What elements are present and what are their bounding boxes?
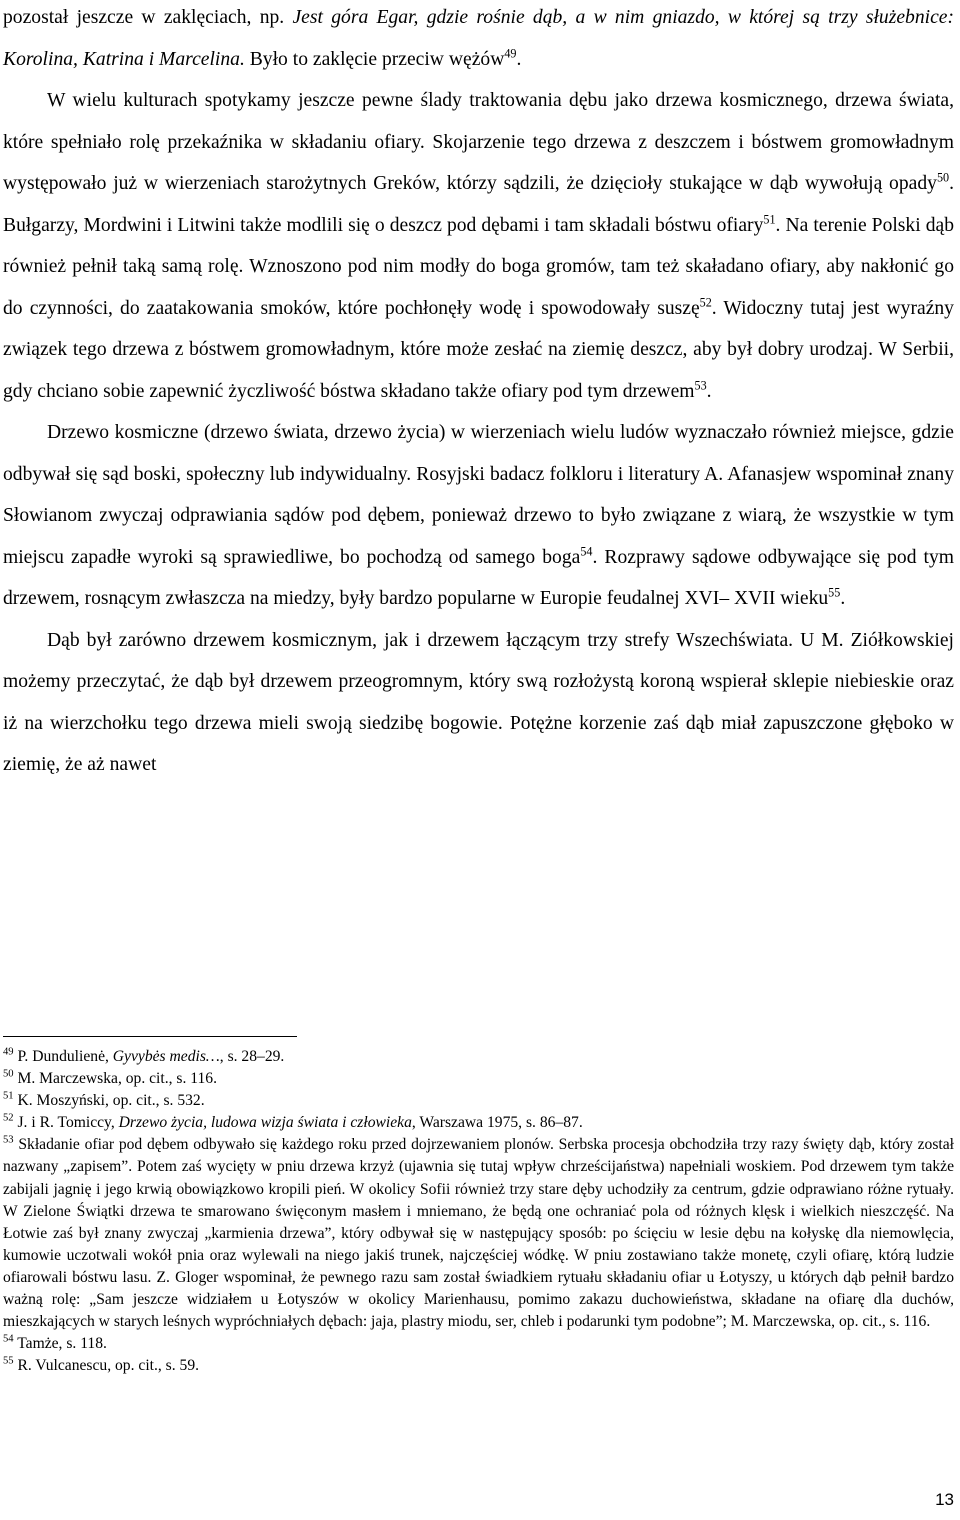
text: . Widoczny tutaj jest wyraźny związek tego drzewa z bóstwem gromowładnym, które może zesłać na ziemię deszcz, aby był dobry urodzaj. W Serbii, gdy chciano sobie zapewnić życzliwość bóstwa składano także ofiary pod tym drzewem [3, 297, 954, 402]
text: . Bułgarzy, Mordwini i Litwini także modlili się o deszcz pod dębami i tam składali bóstwu ofiary [3, 173, 954, 236]
footnote-text: M. Marczewska, op. cit., s. 116. [13, 1070, 217, 1088]
footnote-text: P. Dundulienė, [13, 1048, 113, 1065]
footnote-number: 49 [3, 1046, 14, 1058]
footnote-ref[interactable]: 53 [694, 377, 707, 392]
footnote-ref[interactable]: 54 [580, 543, 593, 558]
footnote-number: 55 [3, 1355, 14, 1367]
footnote [3, 1090, 954, 1112]
paragraph [3, 412, 954, 620]
text: . [840, 588, 846, 609]
text: pozostał jeszcze w zaklęciach, np. [3, 7, 293, 28]
paragraph [3, 0, 954, 80]
page-number: 13 [935, 1490, 954, 1509]
text: W wielu kulturach spotykamy jeszcze pewne ślady traktowania dębu jako drzewa kosmicznego, drzewa świata, które spełniało rolę przekaźnika w składaniu ofiary. Skojarzenie tego drzewa z deszczem i bóstwem gromowładnym występowało już w wierzeniach starożytnych Greków, którzy sądzili, że dzięcioły stukające w dąb wywołują opady [3, 90, 954, 194]
footnote-separator [3, 1036, 297, 1037]
footnote-text: Tamże, s. 118. [13, 1335, 107, 1353]
footnote [3, 1046, 954, 1068]
footnote-text: R. Vulcanescu, op. cit., s. 59. [13, 1357, 200, 1375]
footnote-number: 52 [3, 1112, 14, 1124]
footnote-number: 50 [3, 1068, 14, 1080]
text: Dąb był zarówno drzewem kosmicznym, jak i drzewem łączącym trzy strefy Wszechświata. U M. Ziółkowskiej możemy przeczytać, że dąb był drzewem przeogromnym, który swą rozłożystą koroną wspierał sklepie niebieskie oraz iż na wierzchołku tego drzewa mieli swoją siedzibę bogowie. Potężne korzenie zaś dąb miał zapuszczone głęboko w ziemię, że aż nawet [3, 629, 954, 775]
footnote [3, 1112, 954, 1134]
text: . Na terenie Polski dąb również pełnił taką samą rolę. Wznoszono pod nim modły do boga gromów, tam też skaładano ofiary, aby nakłonić go do czynności, do zaatakowania smoków, które pochłonęły wodę i spowodowały suszę [3, 214, 954, 319]
footnote-text: , Warszawa 1975, s. 86–87. [411, 1114, 583, 1132]
footnote-number: 51 [3, 1090, 14, 1102]
footnote-number: 54 [3, 1333, 14, 1345]
footnote-ref[interactable]: 52 [699, 294, 712, 309]
text: . [706, 380, 712, 402]
footnote-title: Gyvybės medis… [112, 1048, 220, 1065]
footnote-text: Składanie ofiar pod dębem odbywało się każdego roku przed dojrzewaniem plonów. Serbska procesja obchodziła trzy razy święty dąb, który został nazwany „zapisem”. Potem zaś wycięty w pniu drzewa krzyż (ujawnia się tutaj wpływ chrześcijaństwa) napełniali woskiem. Pod drzewem tym także zabijali jagnię i jego krwią obowiązkowo kropili pień. W okolicy Sofii również trzy stare dęby uchodziły za centrum, gdzie odprawiano różne rytuały. W Zielone Świątki drzewa te smarowano święconym masłem i mniemano, że będą one ochraniać pola od różnych klęsk i wielkich nieszczęść. Na Łotwie zaś był znany zwyczaj „karmienia drzewa”, który odbywał się w następujący sposób: po ścięciu w lesie dębu na kołyskę dla niemowlęcia, kumowie uczotwali wokół pnia oraz wylewali na niego jakiś trunek, najczęściej wódkę. W pniu zostawiano także monetę, czyli ofiarę, którą ludzie ofiarowali bóstwu lasu. Z. Gloger wspominał, że pewnego razu sam został świadkiem rytuału składaniu ofiar u Łotyszy, u których dąb pełnił bardzo ważną rolę: „Sam jeszcze widziałem u Łotyszów w okolicy Marienhausu, pomimo zakazu duchowieństwa, składane na ofiarę dla duchów, mieszkających w starych leśnych wypróchniałych dębach: jaja, plastry miodu, ser, chleb i podarunki tym podobne”; M. Marczewska, op. cit., s. 116. [3, 1136, 954, 1331]
footnote [3, 1333, 954, 1355]
footnote-text: K. Moszyński, op. cit., s. 532. [13, 1092, 205, 1110]
footnote-ref[interactable]: 49 [504, 45, 517, 60]
text: Drzewo kosmiczne (drzewo świata, drzewo życia) w wierzeniach wielu ludów wyznaczało również miejsce, gdzie odbywał się sąd boski, społeczny lub indywidualny. Rosyjski badacz folkloru i literatury A. Afanasjew wspominał znany Słowianom zwyczaj odprawiania sądów pod dębem, ponieważ drzewo to było związane z wiarą, że wszystkie w tym miejscu zapadłe wyroki są sprawiedliwe, bo pochodzą od samego boga [3, 422, 954, 568]
footnote-text: , s. 28–29. [219, 1048, 285, 1065]
incantation-quote: Jest góra Egar, gdzie rośnie dąb, a w nim gniazdo, w której są trzy służebnice: Korolina, Katrina i Marcelina. [3, 7, 954, 70]
footnote-number: 53 [3, 1134, 14, 1146]
footnote [3, 1068, 954, 1090]
footnote-title: Drzewo życia, ludowa wizja świata i człowieka [118, 1114, 412, 1132]
text: . [516, 48, 522, 70]
footnote-ref[interactable]: 51 [763, 211, 776, 226]
footnotes [3, 1046, 954, 1377]
footnote-ref[interactable]: 55 [828, 585, 841, 600]
footnote-ref[interactable]: 50 [936, 170, 950, 185]
footnote [3, 1134, 954, 1333]
footnote-text: J. i R. Tomiccy, [13, 1114, 119, 1132]
paragraph [3, 80, 954, 412]
text: Było to zaklęcie przeciw wężów [244, 48, 505, 70]
footnote [3, 1355, 954, 1377]
paragraph [3, 620, 954, 786]
main-text [3, 0, 954, 786]
text: . Rozprawy sądowe odbywające się pod tym drzewem, rosnącym zwłaszcza na miedzy, były bardzo popularne w Europie feudalnej XVI– XVII wieku [3, 546, 954, 609]
